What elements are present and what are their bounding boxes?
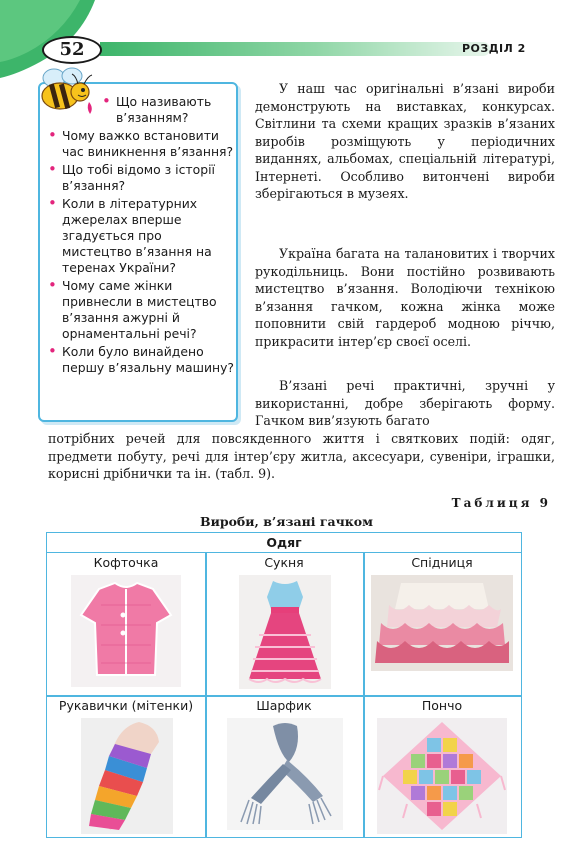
paragraph-3-end: потрібних речей для повсякденного життя і святкових подій: одяг, предмети побуту, речі для інтер’єру житла, аксесуари, сувеніри, іграшки, корисні дрібнички та ін. (табл. 9). bbox=[48, 431, 555, 481]
table-category: Одяг bbox=[47, 533, 521, 553]
paragraph-1: У наш час оригінальні в’язані вироби демонструють на виставках, конкурсах. Світлини та схеми кращих зразків в’язаних виробів розміщують у періодичних виданнях, альбомах, спеціальній літературі, Інтернеті. Особливо витончені вироби зберігаються в музеях. bbox=[255, 81, 555, 201]
table-cell bbox=[205, 553, 363, 695]
paragraph-2: Україна багата на талановитих і творчих рукодільниць. Вони постійно розвивають мистецтво в’язання. Володіючи технікою в’язання гачком, кожна жінка може поповнити свій гардероб модною річчю, прикрасити інтер’єр своєї оселі. bbox=[255, 246, 555, 349]
header-bar bbox=[100, 42, 490, 56]
granny-square-poncho-photo-icon bbox=[377, 718, 507, 834]
item-caption: Рукавички (мітенки) bbox=[58, 698, 194, 713]
item-caption: Сукня bbox=[264, 555, 304, 570]
layered-skirt-photo-icon bbox=[371, 575, 513, 671]
paragraph-3-start: В’язані речі практичні, зручні у використанні, добре зберігають форму. Гачком вив’язують багато bbox=[255, 378, 555, 428]
question-item: • Що називають в’язанням? bbox=[46, 94, 234, 126]
page-number: 52 bbox=[42, 36, 102, 64]
grey-scarf-photo-icon bbox=[227, 718, 343, 830]
item-caption: Пончо bbox=[421, 698, 463, 713]
table-title: Вироби, в’язані гачком bbox=[200, 514, 373, 529]
section-label: РОЗДІЛ 2 bbox=[462, 42, 526, 55]
question-item: • Чому важко встановити час виникнення в’язання? bbox=[46, 128, 234, 160]
questions-box bbox=[38, 82, 238, 422]
table-cell bbox=[47, 553, 205, 695]
table-cell bbox=[47, 696, 205, 838]
pink-dress-photo-icon bbox=[239, 575, 331, 689]
table-cell bbox=[205, 696, 363, 838]
table-cell bbox=[363, 553, 521, 695]
bee-icon bbox=[30, 64, 100, 120]
questions-list bbox=[46, 94, 234, 378]
striped-mitten-photo-icon bbox=[81, 718, 173, 834]
item-caption: Кофточка bbox=[93, 555, 159, 570]
item-caption: Шарфик bbox=[256, 698, 312, 713]
question-item: • Що тобі відомо з історії в’язання? bbox=[46, 162, 234, 194]
table-label: Таблиця 9 bbox=[451, 496, 551, 510]
products-table bbox=[46, 532, 522, 838]
question-item: • Чому саме жінки привнесли в мистецтво в’язання ажурні й орнаментальні речі? bbox=[46, 278, 234, 342]
pink-cardigan-photo-icon bbox=[71, 575, 181, 687]
question-item: • Коли в літературних джерелах вперше згадується про мистецтво в’язання на теренах України? bbox=[46, 196, 234, 276]
item-caption: Спідниця bbox=[411, 555, 473, 570]
question-item: • Коли було винайдено першу в’язальну машину? bbox=[46, 344, 234, 376]
table-cell bbox=[363, 696, 521, 838]
